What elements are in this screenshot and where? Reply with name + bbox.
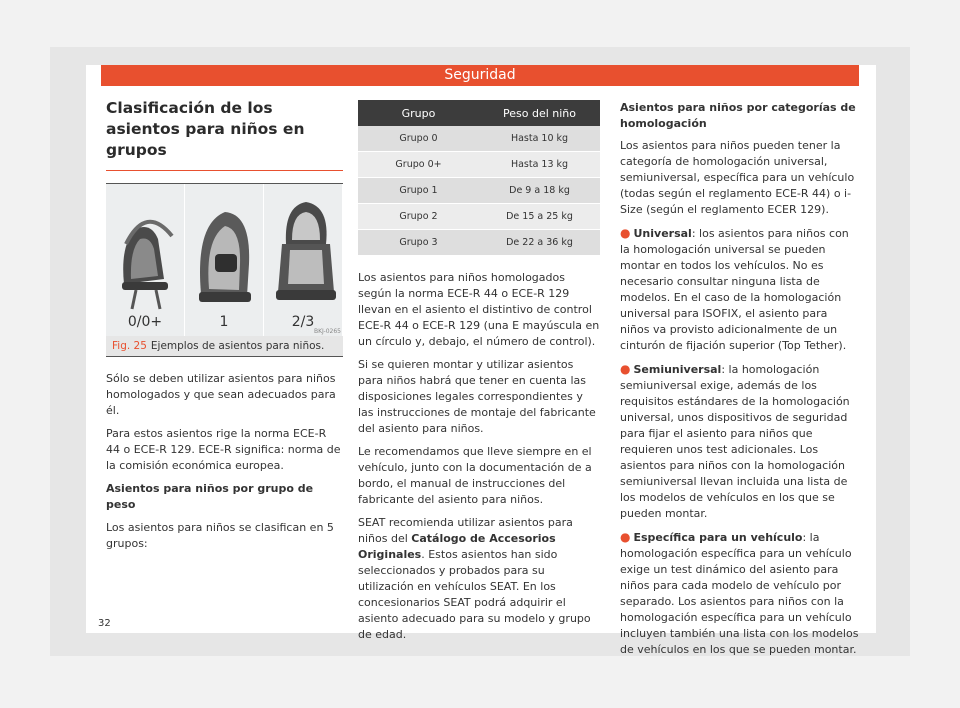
group-label: 1 xyxy=(219,314,229,330)
table-row xyxy=(358,178,600,204)
bullet-item xyxy=(620,361,860,522)
subheading: Asientos para niños por grupo de peso xyxy=(106,482,314,511)
figure-caption xyxy=(106,336,343,357)
caption-text: Ejemplos de asientos para niños. xyxy=(150,340,325,352)
group-label: 2/3 xyxy=(291,314,315,330)
paragraph xyxy=(358,515,600,643)
paragraph: Los asientos para niños homologados según la norma ECE-R 44 o ECE-R 129 llevan en el asiento el distintivo de control ECE-R 44 o ECE-R 129 (una E mayúscula en un círculo y, debajo, el número de control). xyxy=(358,271,600,348)
column-middle xyxy=(358,100,600,650)
text-run: SEAT recomienda utilizar asientos para niños del xyxy=(358,516,573,545)
bullet-term: Semiuniversal xyxy=(633,363,722,376)
table-row xyxy=(358,230,600,256)
paragraph: Para estos asientos rige la norma ECE-R 44 o ECE-R 129. ECE-R significa: norma de la comisión económica europea. xyxy=(106,427,341,472)
table-cell: Grupo 0 xyxy=(358,126,479,152)
paragraph: Si se quieren montar y utilizar asientos para niños habrá que tener en cuenta las disposiciones legales correspondientes y las instrucciones de montaje del fabricante del asiento para niños. xyxy=(358,358,596,435)
paragraph: Sólo se deben utilizar asientos para niños homologados y que sean adecuados para él. xyxy=(106,372,336,417)
table-row xyxy=(358,152,600,178)
table-header: Peso del niño xyxy=(479,100,600,126)
figure-number: Fig. 25 xyxy=(112,340,147,352)
table-row xyxy=(358,126,600,152)
subheading: Asientos para niños por categorías de homologación xyxy=(620,101,856,130)
bullet-icon: ● xyxy=(620,362,631,376)
table-cell: Hasta 13 kg xyxy=(479,152,600,178)
table-cell: Hasta 10 kg xyxy=(479,126,600,152)
paragraph: Le recomendamos que lleve siempre en el vehículo, junto con la documentación de a bordo, el manual de instrucciones del fabricante del asiento para niños. xyxy=(358,445,592,506)
bullet-icon: ● xyxy=(620,226,631,240)
paragraph: Los asientos para niños se clasifican en 5 grupos: xyxy=(106,521,334,550)
bullet-item xyxy=(620,529,860,658)
section-title: Clasificación de los asientos para niños en grupos xyxy=(106,98,343,171)
bullet-item xyxy=(620,225,860,354)
seat-panel-0 xyxy=(106,184,185,336)
table-cell: De 15 a 25 kg xyxy=(479,204,600,230)
column-left xyxy=(106,98,343,559)
paragraph: Los asientos para niños pueden tener la categoría de homologación universal, semiuniversal, específica para un vehículo (todas según el reglamento ECE-R 44) o i-Size (según el reglamento ECER 129). xyxy=(620,139,855,216)
column-right xyxy=(620,100,860,665)
page-number: 32 xyxy=(98,618,111,629)
bullet-term: Específica para un vehículo xyxy=(633,531,803,544)
bullet-text: : los asientos para niños con la homologación universal se pueden montar en todos los vehículos. No es necesario consultar ninguna lista de modelos. En el caso de la homologación universal para ISOFIX, el asiento para niños va provisto adicionalmente de un cinturón de fijación superior (Top Tether). xyxy=(620,227,849,352)
text-run: . Estos asientos han sido seleccionados y probados para su utilización en vehículos SEAT. En los concesionarios SEAT podrá adquirir el asiento adecuado para su modelo y grupo de edad. xyxy=(358,548,591,641)
table-cell: Grupo 2 xyxy=(358,204,479,230)
bullet-term: Universal xyxy=(633,227,692,240)
table-row xyxy=(358,204,600,230)
image-code: BKJ-0265 xyxy=(313,328,341,335)
table-header: Grupo xyxy=(358,100,479,126)
bullet-icon: ● xyxy=(620,530,631,544)
figure xyxy=(106,183,343,357)
table-cell: De 22 a 36 kg xyxy=(479,230,600,256)
table-cell: Grupo 0+ xyxy=(358,152,479,178)
seat-panel-2 xyxy=(264,184,343,336)
group-label: 0/0+ xyxy=(127,314,163,330)
figure-image xyxy=(106,184,343,336)
weight-groups-table xyxy=(358,100,600,256)
section-header: Seguridad xyxy=(101,65,859,86)
table-cell: Grupo 1 xyxy=(358,178,479,204)
table-cell: De 9 a 18 kg xyxy=(479,178,600,204)
seat-panel-1 xyxy=(185,184,264,336)
bullet-text: : la homologación semiuniversal exige, además de los requisitos estándares de la homologación universal, unos dispositivos de seguridad para fijar el asiento para niños que requieren unos test adicionales. Los asientos para niños con la homologación semiuniversal llevan incluida una lista de los modelos de vehículos en los que se pueden montar. xyxy=(620,363,850,520)
bullet-text: : la homologación específica para un vehículo exige un test dinámico del asiento para niños para cada modelo de vehículo por separado. Los asientos para niños con la homologación específica para un vehículo incluyen también una lista con los modelos de vehículos en los que se pueden montar. xyxy=(620,531,859,656)
catalog-term: Catálogo de Accesorios Originales xyxy=(358,532,556,561)
table-cell: Grupo 3 xyxy=(358,230,479,256)
